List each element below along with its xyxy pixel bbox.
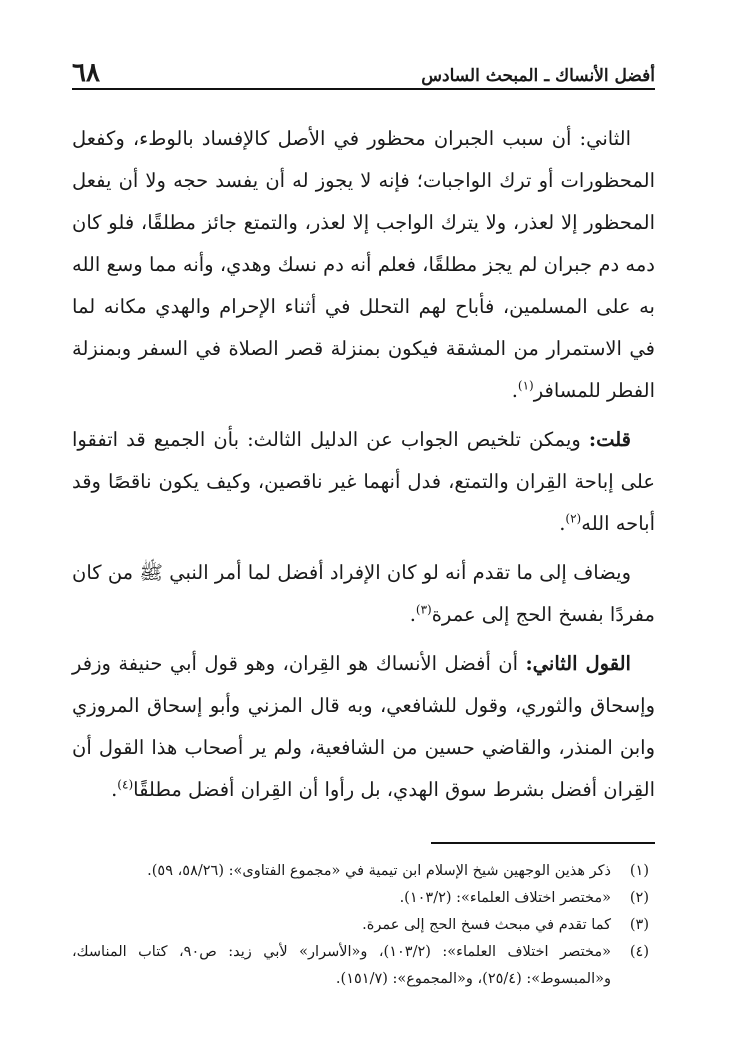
footnote-ref: (١) bbox=[517, 378, 534, 393]
footnote bbox=[72, 885, 649, 912]
footnote bbox=[72, 939, 649, 993]
footnote bbox=[72, 858, 649, 885]
footnote-number: (١) bbox=[629, 863, 649, 879]
footnote-ref: (٢) bbox=[565, 511, 582, 526]
footnote-number: (٢) bbox=[629, 890, 649, 906]
main-text bbox=[72, 118, 655, 818]
footnote-ref: (٤) bbox=[117, 777, 134, 792]
paragraph-tail: . bbox=[511, 379, 518, 402]
footnote bbox=[72, 912, 649, 939]
paragraph-lead: القول الثاني: bbox=[525, 652, 631, 675]
paragraph-text: ويمكن تلخيص الجواب عن الدليل الثالث: بأن الجميع قد اتفقوا على إباحة القِران والتمتع، فدل أنهما غير ناقصين، وكيف يكون ناقصًا وقد أباحه الله bbox=[72, 428, 655, 535]
paragraph-tail: . bbox=[111, 778, 118, 801]
paragraph bbox=[72, 643, 655, 811]
footnotes bbox=[72, 858, 649, 993]
footnote-rule bbox=[431, 842, 655, 844]
paragraph-text: ويضاف إلى ما تقدم أنه لو كان الإفراد أفضل لما أمر النبي ﷺ من كان مفردًا بفسخ الحج إلى عمرة bbox=[72, 561, 655, 626]
paragraph-tail: . bbox=[559, 512, 566, 535]
paragraph-lead: قلت: bbox=[588, 428, 631, 451]
page-number: ٦٨ bbox=[72, 58, 100, 88]
paragraph bbox=[72, 552, 655, 636]
footnote-text: «مختصر اختلاف العلماء»: (١٠٣/٢). bbox=[399, 890, 611, 906]
paragraph-text: أن أفضل الأنساك هو القِران، وهو قول أبي حنيفة وزفر وإسحاق والثوري، وقول للشافعي، وبه قال المزني وأبو إسحاق المروزي وابن المنذر، والقاضي حسين من الشافعية، ولم ير أصحاب هذا القول أن القِران أفضل بشرط سوق الهدي، بل رأوا أن القِران أفضل مطلقًا bbox=[72, 652, 655, 801]
paragraph-tail: . bbox=[409, 603, 416, 626]
paragraph bbox=[72, 118, 655, 412]
footnote-text: ذكر هذين الوجهين شيخ الإسلام ابن تيمية في «مجموع الفتاوى»: (٥٨/٢٦، ٥٩). bbox=[147, 863, 611, 879]
header-title: أفضل الأنساك ـ المبحث السادس bbox=[421, 66, 655, 86]
running-header bbox=[72, 52, 655, 86]
footnote-text: كما تقدم في مبحث فسخ الحج إلى عمرة. bbox=[362, 917, 611, 933]
footnote-ref: (٣) bbox=[415, 602, 432, 617]
paragraph bbox=[72, 419, 655, 545]
footnote-number: (٤) bbox=[629, 944, 649, 960]
footnote-number: (٣) bbox=[629, 917, 649, 933]
footnote-text: «مختصر اختلاف العلماء»: (١٠٣/٢)، و«الأسرار» لأبي زيد: ص٩٠، كتاب المناسك، و«المبسوط»: (٢٥/٤)، و«المجموع»: (١٥١/٧). bbox=[72, 944, 611, 987]
header-rule bbox=[72, 88, 655, 90]
paragraph-text: الثاني: أن سبب الجبران محظور في الأصل كالإفساد بالوطء، وكفعل المحظورات أو ترك الواجبات؛ فإنه لا يجوز له أن يفسد حجه ولا أن يفعل المحظور إلا لعذر، ولا يترك الواجب إلا لعذر، والتمتع جائز مطلقًا، فلو كان دمه دم جبران لم يجز مطلقًا، فعلم أنه دم نسك وهدي، وأنه مما وسع الله به على المسلمين، فأباح لهم التحلل في أثناء الإحرام والهدي مكانه لما في الاستمرار من المشقة فيكون بمنزلة قصر الصلاة في السفر وبمنزلة الفطر للمسافر bbox=[72, 127, 655, 402]
